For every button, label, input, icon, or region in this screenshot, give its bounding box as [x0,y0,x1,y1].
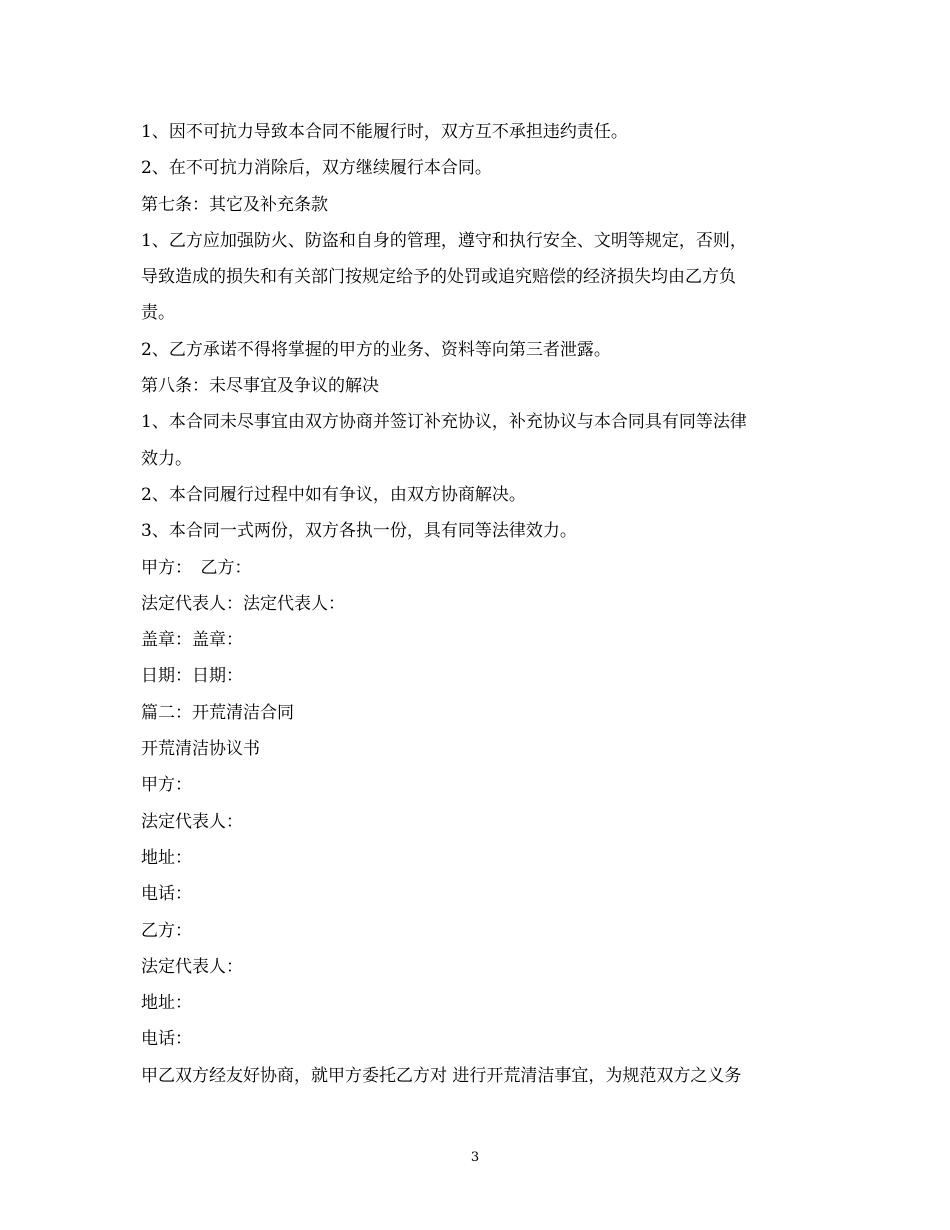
text-line: 责。 [141,303,175,324]
section-heading: 第八条：未尽事宜及争议的解决 [141,376,379,397]
page-number: 3 [470,1150,480,1165]
party-b-representative: 法定代表人： [141,956,243,977]
text-line: 效力。 [141,448,192,469]
party-b-address: 地址： [141,993,192,1014]
party-a-phone: 电话： [141,884,192,905]
party-a-label: 甲方： [141,775,192,796]
text-line: 甲乙双方经友好协商，就甲方委托乙方对 进行开荒清洁事宜，为规范双方之义务 [141,1065,742,1086]
signature-dates: 日期：日期： [141,666,243,687]
signature-representatives: 法定代表人：法定代表人： [141,593,345,614]
section-heading: 第七条：其它及补充条款 [141,194,328,215]
text-line: 1、因不可抗力导致本合同不能履行时，双方互不承担违约责任。 [141,122,628,142]
text-line: 1、本合同未尽事宜由双方协商并签订补充协议，补充协议与本合同具有同等法律 [141,412,747,433]
text-line: 2、在不可抗力消除后，双方继续履行本合同。 [141,158,492,179]
signature-seals: 盖章：盖章： [141,630,243,651]
text-line: 2、乙方承诺不得将掌握的甲方的业务、资料等向第三者泄露。 [141,339,611,360]
party-b-phone: 电话： [141,1029,192,1050]
party-b-label: 乙方： [141,920,192,941]
chapter-heading: 篇二：开荒清洁合同 [141,702,294,723]
text-line: 导致造成的损失和有关部门按规定给予的处罚或追究赔偿的经济损失均由乙方负 [141,267,736,288]
signature-parties: 甲方： 乙方： [141,557,252,578]
document-title: 开荒清洁协议书 [141,739,260,760]
text-line: 1、乙方应加强防火、防盗和自身的管理，遵守和执行安全、文明等规定，否则， [141,230,747,251]
text-line: 3、本合同一式两份，双方各执一份，具有同等法律效力。 [141,521,577,542]
document-body [141,114,821,1094]
text-line: 2、本合同履行过程中如有争议，由双方协商解决。 [141,484,526,505]
party-a-address: 地址： [141,847,192,868]
party-a-representative: 法定代表人： [141,811,243,832]
